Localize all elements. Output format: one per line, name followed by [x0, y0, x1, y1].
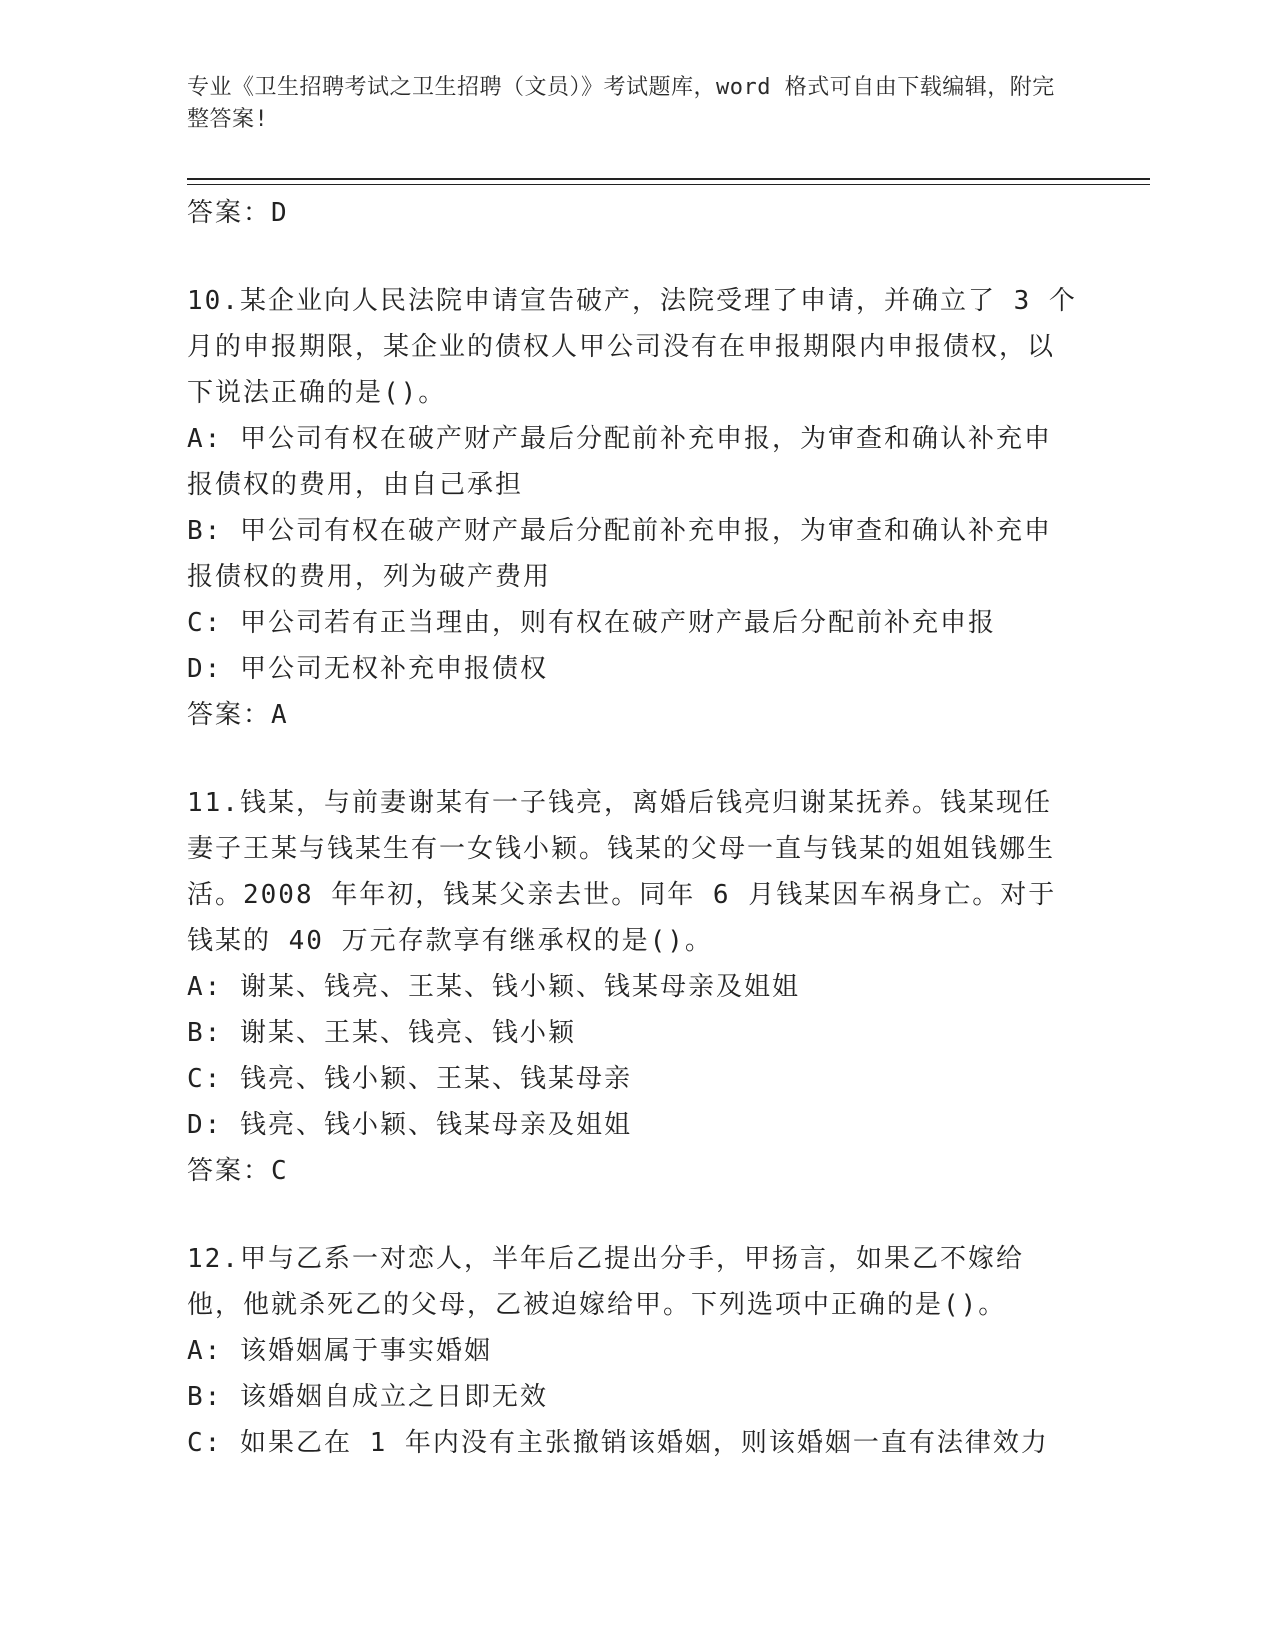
option-b: B: 甲公司有权在破产财产最后分配前补充申报，为审查和确认补充申报债权的费用，列为破产费用 — [187, 516, 1052, 592]
question-content — [187, 190, 1077, 1466]
option-b: B: 该婚姻自成立之日即无效 — [187, 1382, 548, 1412]
header-title: 专业《卫生招聘考试之卫生招聘（文员）》考试题库，word 格式可自由下载编辑，附完整答案! — [187, 75, 1055, 132]
option-a: A: 甲公司有权在破产财产最后分配前补充申报，为审查和确认补充申报债权的费用，由自己承担 — [187, 424, 1052, 500]
page-header — [187, 72, 1067, 136]
option-c: C: 钱亮、钱小颖、王某、钱某母亲 — [187, 1064, 632, 1094]
question-11 — [187, 780, 1077, 1194]
question-text: 11.钱某，与前妻谢某有一子钱亮，离婚后钱亮归谢某抚养。钱某现任妻子王某与钱某生有一女钱小颖。钱某的父母一直与钱某的姐姐钱娜生活。2008 年年初，钱某父亲去世。同年 6 月钱某因车祸身亡。对于钱某的 40 万元存款享有继承权的是()。 — [187, 788, 1057, 956]
question-12 — [187, 1236, 1077, 1466]
question-text: 12.甲与乙系一对恋人，半年后乙提出分手，甲扬言，如果乙不嫁给他，他就杀死乙的父母，乙被迫嫁给甲。下列选项中正确的是()。 — [187, 1244, 1024, 1320]
option-b: B: 谢某、王某、钱亮、钱小颖 — [187, 1018, 576, 1048]
header-divider — [187, 178, 1150, 185]
answer-line: 答案：C — [187, 1156, 289, 1186]
option-c: C: 如果乙在 1 年内没有主张撤销该婚姻，则该婚姻一直有法律效力 — [187, 1428, 1049, 1458]
option-a: A: 该婚姻属于事实婚姻 — [187, 1336, 492, 1366]
option-d: D: 甲公司无权补充申报债权 — [187, 654, 548, 684]
option-c: C: 甲公司若有正当理由，则有权在破产财产最后分配前补充申报 — [187, 608, 996, 638]
option-a: A: 谢某、钱亮、王某、钱小颖、钱某母亲及姐姐 — [187, 972, 800, 1002]
question-text: 10.某企业向人民法院申请宣告破产，法院受理了申请，并确立了 3 个月的申报期限，某企业的债权人甲公司没有在申报期限内申报债权，以下说法正确的是()。 — [187, 286, 1077, 408]
answer-line: 答案：A — [187, 700, 289, 730]
option-d: D: 钱亮、钱小颖、钱某母亲及姐姐 — [187, 1110, 632, 1140]
answer-line: 答案：D — [187, 198, 289, 228]
question-10 — [187, 278, 1077, 738]
